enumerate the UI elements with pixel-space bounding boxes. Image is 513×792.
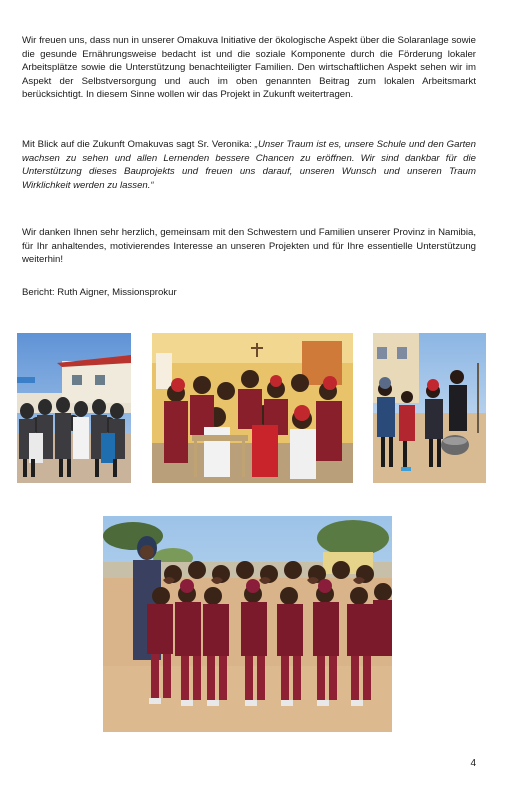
- photo-classroom-children: [152, 333, 353, 483]
- quote-text: „Unser Traum ist es, unsere Schule und den Garten wachsen zu sehen und allen Lernenden bessere Chancen zu eröffnen. Wir sind dankbar für die Unterstützung dieses Bauprojekts und freuen uns darauf, unseren Wunsch und unseren Traum Wirklichkeit werden zu lassen.“: [22, 139, 476, 191]
- page-number: 4: [470, 758, 476, 769]
- photo-children-cooking-outside-image: [373, 333, 486, 483]
- quote-intro: Mit Blick auf die Zukunft Omakuvas sagt Sr. Veronika:: [22, 139, 255, 150]
- paragraph-quote: [22, 138, 476, 192]
- paragraph-quote-text: [22, 138, 476, 192]
- photo-children-outside-school: [17, 333, 131, 483]
- photo-children-outside-school-image: [17, 333, 131, 483]
- paragraph-initiative: [22, 34, 476, 102]
- paragraph-thanks-text: Wir danken Ihnen sehr herzlich, gemeinsam mit den Schwestern und Familien unserer Provinz in Namibia, für Ihr anhaltendes, motivierendes Interesse an unseren Projekten und für Ihre essentielle Unterstützung weiterhin!: [22, 227, 476, 265]
- photo-group-heart-hands-image: [103, 516, 392, 732]
- report-author: [22, 286, 476, 300]
- photo-classroom-children-image: [152, 333, 353, 483]
- paragraph-thanks: [22, 226, 476, 267]
- paragraph-initiative-text: Wir freuen uns, dass nun in unserer Omakuva Initiative der ökologische Aspekt über die Solaranlage sowie die gesunde Ernährungsweise bedacht ist und die soziale Komponente durch die Förderung lokaler Arbeitsplätze sowie die Unterstützung benachteiligter Familien. Den wirtschaftlichen Aspekt sehen wir im Aspekt der Selbstversorgung und auch im oben genannten Beitrag zum lokalen Arbeitsmarkt berücksichtigt. In diesem Sinne wollen wir das Projekt in Zukunft weitertragen.: [22, 35, 476, 100]
- photo-children-cooking-outside: [373, 333, 486, 483]
- report-author-text: Bericht: Ruth Aigner, Missionsprokur: [22, 287, 177, 298]
- photo-group-heart-hands: [103, 516, 392, 732]
